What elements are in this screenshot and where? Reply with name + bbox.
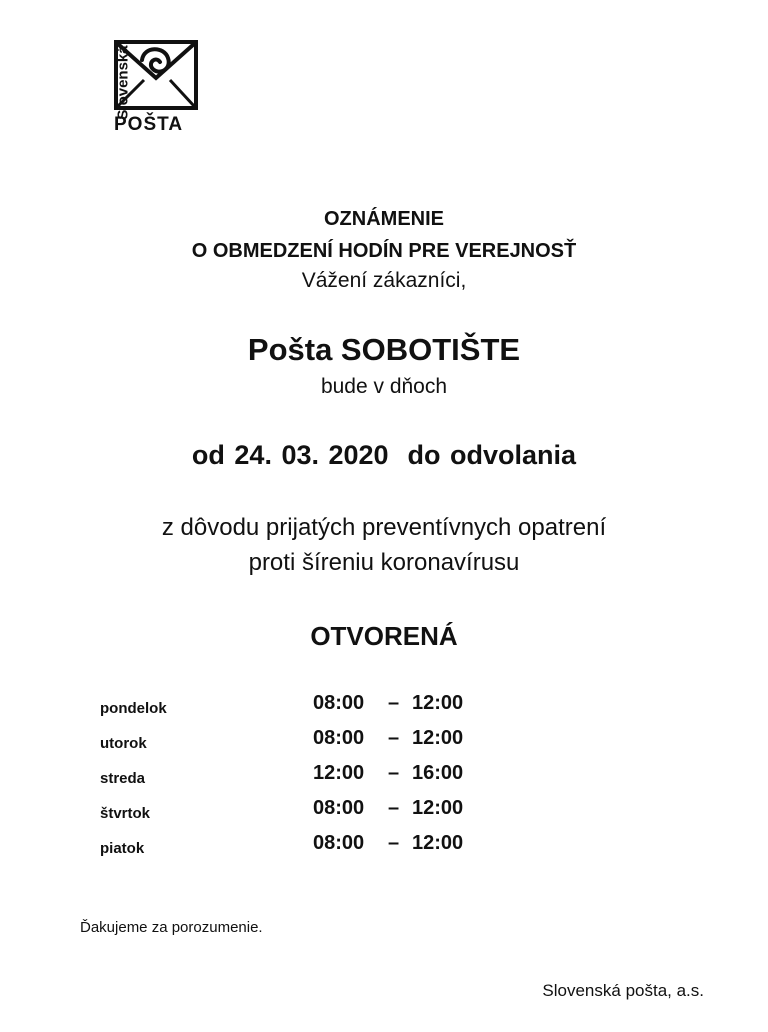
schedule-row bbox=[100, 832, 520, 867]
schedule-day: streda bbox=[100, 770, 146, 787]
greeting: Vážení zákazníci, bbox=[301, 269, 467, 292]
schedule-day: pondelok bbox=[100, 700, 167, 717]
reason-line-2: proti šíreniu koronavírusu bbox=[248, 549, 520, 576]
heading-line-2: O OBMEDZENÍ HODÍN PRE VEREJNOSŤ bbox=[191, 240, 577, 262]
date-range: od 24. 03. 2020 do odvolania bbox=[191, 440, 577, 470]
schedule-dash: – bbox=[388, 797, 400, 819]
schedule-dash: – bbox=[388, 692, 400, 714]
schedule-to: 12:00 bbox=[412, 692, 464, 714]
schedule-from: 08:00 bbox=[313, 692, 365, 714]
schedule-to: 12:00 bbox=[412, 832, 464, 854]
schedule-day: utorok bbox=[100, 735, 147, 752]
schedule-to: 12:00 bbox=[412, 727, 464, 749]
heading-line-1: OZNÁMENIE bbox=[324, 208, 444, 230]
schedule-day: štvrtok bbox=[100, 805, 151, 822]
logo-vertical-text: Slovenská bbox=[114, 45, 132, 120]
slovenska-posta-logo bbox=[86, 36, 201, 136]
schedule-to: 12:00 bbox=[412, 797, 464, 819]
schedule-row bbox=[100, 797, 520, 832]
schedule-dash: – bbox=[388, 727, 400, 749]
schedule-row bbox=[100, 692, 520, 727]
reason-text bbox=[0, 510, 768, 580]
announcement-heading bbox=[0, 203, 768, 267]
days-text: bude v dňoch bbox=[320, 375, 448, 398]
schedule-dash: – bbox=[388, 762, 400, 784]
schedule-row bbox=[100, 762, 520, 797]
schedule-day: piatok bbox=[100, 840, 145, 857]
thanks-text: Ďakujeme za porozumenie. bbox=[80, 919, 263, 936]
opening-hours-table bbox=[100, 692, 520, 867]
signature: Slovenská pošta, a.s. bbox=[542, 981, 704, 1000]
schedule-row bbox=[100, 727, 520, 762]
open-status: OTVORENÁ bbox=[310, 621, 458, 651]
post-horn-envelope-icon bbox=[114, 40, 198, 110]
schedule-from: 08:00 bbox=[313, 832, 365, 854]
reason-line-1: z dôvodu prijatých preventívnych opatrení bbox=[161, 514, 607, 541]
schedule-dash: – bbox=[388, 832, 400, 854]
schedule-to: 16:00 bbox=[412, 762, 464, 784]
logo-word: POŠTA bbox=[114, 114, 184, 135]
schedule-from: 12:00 bbox=[313, 762, 365, 784]
office-name: Pošta SOBOTIŠTE bbox=[247, 332, 521, 367]
schedule-from: 08:00 bbox=[313, 727, 365, 749]
schedule-from: 08:00 bbox=[313, 797, 365, 819]
